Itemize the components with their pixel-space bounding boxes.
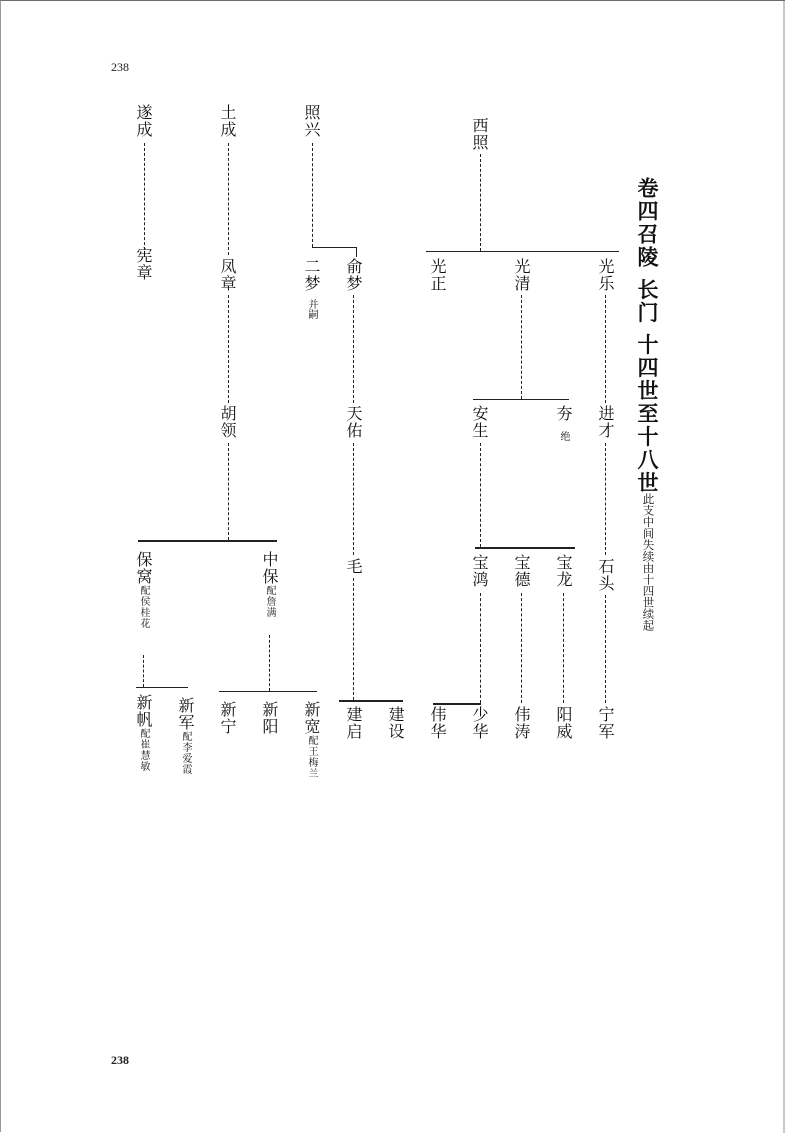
line-baode — [521, 593, 522, 703]
page-number-top: 238 — [111, 60, 129, 74]
page-number-bottom: 238 — [111, 1053, 129, 1067]
line-tucheng — [228, 143, 229, 255]
name-ermeng: 二梦 — [302, 258, 321, 292]
line-fengzhang — [228, 295, 229, 403]
line-suicheng — [144, 143, 145, 255]
note-kua: 绝 — [558, 431, 569, 441]
name-baolong: 宝龙 — [554, 554, 573, 588]
bracket-baoyao-children — [136, 687, 188, 688]
line-guangle — [605, 295, 606, 403]
bracket-ansheng-children — [475, 547, 575, 549]
name-xizhao: 西照 — [470, 117, 489, 151]
bracket-zhaoxing-children — [312, 247, 357, 248]
name-guangqing: 光清 — [512, 258, 531, 292]
name-yangwei: 阳威 — [554, 706, 573, 740]
name-kua: 夯 — [554, 405, 573, 422]
name-huling: 胡领 — [218, 405, 237, 439]
name-baohong: 宝鸿 — [470, 554, 489, 588]
name-jianshe: 建设 — [386, 706, 405, 740]
name-xinjun: 新军配李爱霞 — [176, 697, 195, 775]
name-zhaoxing: 照兴 — [302, 104, 321, 138]
name-jincai: 进才 — [596, 405, 615, 439]
name-ningjun: 宁军 — [596, 706, 615, 740]
line-zhaoxing — [312, 143, 313, 247]
line-ansheng — [480, 443, 481, 547]
line-baolong — [563, 593, 564, 703]
name-tianyou: 天佑 — [344, 405, 363, 439]
chapter-note: 此支中间失续由十四世续起 — [641, 493, 656, 631]
name-shaohua: 少华 — [470, 706, 489, 740]
name-xinning: 新宁 — [218, 701, 237, 735]
bracket-huling-children — [138, 540, 277, 542]
line-xizhao — [480, 154, 481, 251]
line-tianyou — [353, 443, 354, 555]
bracket-xizhao-children — [426, 251, 619, 252]
name-xinyang: 新阳 — [260, 701, 279, 735]
line-huling — [228, 443, 229, 540]
name-suicheng: 遂成 — [134, 104, 153, 138]
line-shitou — [605, 595, 606, 703]
name-xianzhang: 宪章 — [134, 247, 153, 281]
name-guangzheng: 光正 — [428, 258, 447, 292]
line-yumeng — [353, 295, 354, 403]
bracket-guangqing-children — [473, 399, 569, 400]
name-weitao: 伟涛 — [512, 706, 531, 740]
name-jianqi: 建启 — [344, 706, 363, 740]
tick-yumeng — [356, 247, 357, 257]
line-baoyao — [143, 655, 144, 687]
note-ermeng: 并嗣 — [306, 299, 317, 319]
line-guangqing — [521, 295, 522, 399]
name-xinkuan: 新宽配王梅兰 — [302, 701, 321, 779]
line-zhongbao — [269, 635, 270, 691]
name-zhongbao: 中保配詹满 — [260, 551, 279, 618]
name-baoyao: 保窝配侯桂花 — [134, 551, 153, 629]
name-baode: 宝德 — [512, 554, 531, 588]
name-tucheng: 土成 — [218, 104, 237, 138]
name-yumeng: 俞梦 — [344, 258, 363, 292]
name-ansheng: 安生 — [470, 405, 489, 439]
line-jincai — [605, 443, 606, 555]
line-mao — [353, 578, 354, 700]
line-baohong — [480, 593, 481, 703]
name-xinfan: 新帆配崔慧敏 — [134, 694, 153, 772]
bracket-mao-children — [339, 700, 403, 702]
bracket-baohong-children — [433, 703, 481, 705]
name-fengzhang: 凤章 — [218, 258, 237, 292]
name-guangle: 光乐 — [596, 258, 615, 292]
name-mao: 毛 — [344, 558, 363, 575]
bracket-zhongbao-children — [219, 691, 317, 692]
name-shitou: 石头 — [596, 558, 615, 592]
name-weihua: 伟华 — [428, 706, 447, 740]
chapter-title: 卷四召陵 长门 十四世至十八世 — [635, 177, 660, 495]
